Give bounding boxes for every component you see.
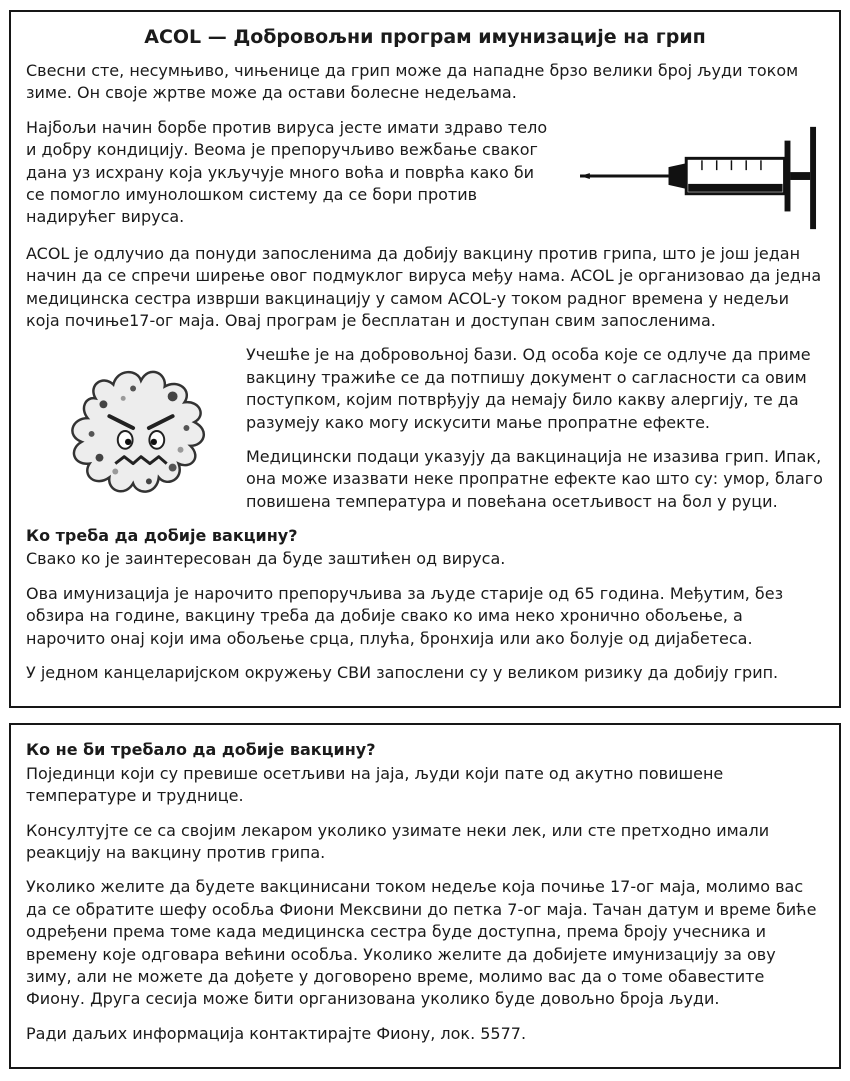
who-should-get-answer: Свако ко је заинтересован да буде заштићен од вируса. bbox=[26, 549, 506, 569]
immunization-program-box bbox=[9, 10, 841, 708]
who-should-not-get-heading: Ко не би требало да добије вакцину? bbox=[26, 740, 376, 760]
recommendation-paragraph: Ова имунизација је нарочито препоручљива за људе старије од 65 година. Међутим, без обзира на године, вакцину треба да добије свако ко има неко хронично обољење, а нарочито онај који има обољење срца, плућа, бронхија или ако болује од дијабетеса. bbox=[26, 583, 784, 648]
syringe-icon bbox=[574, 119, 824, 237]
intro-paragraph: Свесни сте, несумњиво, чињенице да грип може да нападне брзо велики број људи током зиме. Он своје жртве може да остави болесне недељама. bbox=[26, 61, 799, 103]
page-title: ACOL — Добровољни програм имунизације на грип bbox=[144, 26, 706, 48]
side-effects-paragraph: Медицински подаци указују да вакцинација не изазива грип. Ипак, она може изазвати неке пропратне ефекте као што су: умор, благо повишена температура и повећана осетљивост на бол у руци. bbox=[246, 446, 823, 511]
contact-paragraph: Ради даљих информација контактирајте Фиону, лок. 5577. bbox=[26, 1023, 527, 1043]
prevention-paragraph: Најбољи начин борбе против вируса јесте имати здраво тело и добру кондицију. Веома је препоручљиво вежбање сваког дана уз исхрану која укључује много воћа и поврћа како би се помогло имунолошком систему да се бори против надирућег вируса. bbox=[26, 117, 548, 227]
virus-icon bbox=[56, 350, 224, 510]
office-risk-paragraph: У једном канцеларијском окружењу СВИ запослени су у великом ризику да добију грип. bbox=[26, 663, 779, 683]
scheduling-paragraph: Уколико желите да будете вакцинисани током недеље која почиње 17-ог маја, молимо вас да се обратите шефу особља Фиони Мексвини до петка 7-ог маја. Тачан датум и време биће одређени према томе када медицинска сестра буде доступна, према броју учесника и времену које одговара већини особља. Уколико желите да добијете имунизацију за ову зиму, али не можете да дођете у договорено време, молимо вас да о томе обавестите Фиону. Друга сесија може бити организована уколико буде довољно броја људи. bbox=[26, 877, 817, 1009]
exclusion-paragraph: Појединци који су превише осетљиви на јаја, људи који пате од акутно повишене температуре и труднице. bbox=[26, 763, 724, 806]
consent-paragraph: Учешће је на добровољној бази. Од особа које се одлуче да приме вакцину тражиће се да потпишу документ о сагласности са овим поступком, којим потврђују да немају било какву алергију, те да разумеју како могу искусити мање пропратне ефекте. bbox=[246, 345, 811, 432]
consult-doctor-paragraph: Консултујте се са својим лекаром уколико узимате неки лек, или сте претходно имали реакцију на вакцину против грипа. bbox=[26, 820, 770, 862]
who-should-get-heading: Ко треба да добије вакцину? bbox=[26, 526, 298, 546]
program-offer-paragraph: ACOL је одлучио да понуди запосленима да добију вакцину против грипа, што је још један начин да се спречи ширење овог подмуклог вируса међу нама. ACOL је организовао да једна медицинска сестра изврши вакцинацију у самом ACOL-у током радног времена у недељи која почиње17-ог маја. Овај програм је бесплатан и доступан свим запосленима. bbox=[26, 243, 822, 330]
eligibility-exclusion-box bbox=[9, 723, 841, 1069]
